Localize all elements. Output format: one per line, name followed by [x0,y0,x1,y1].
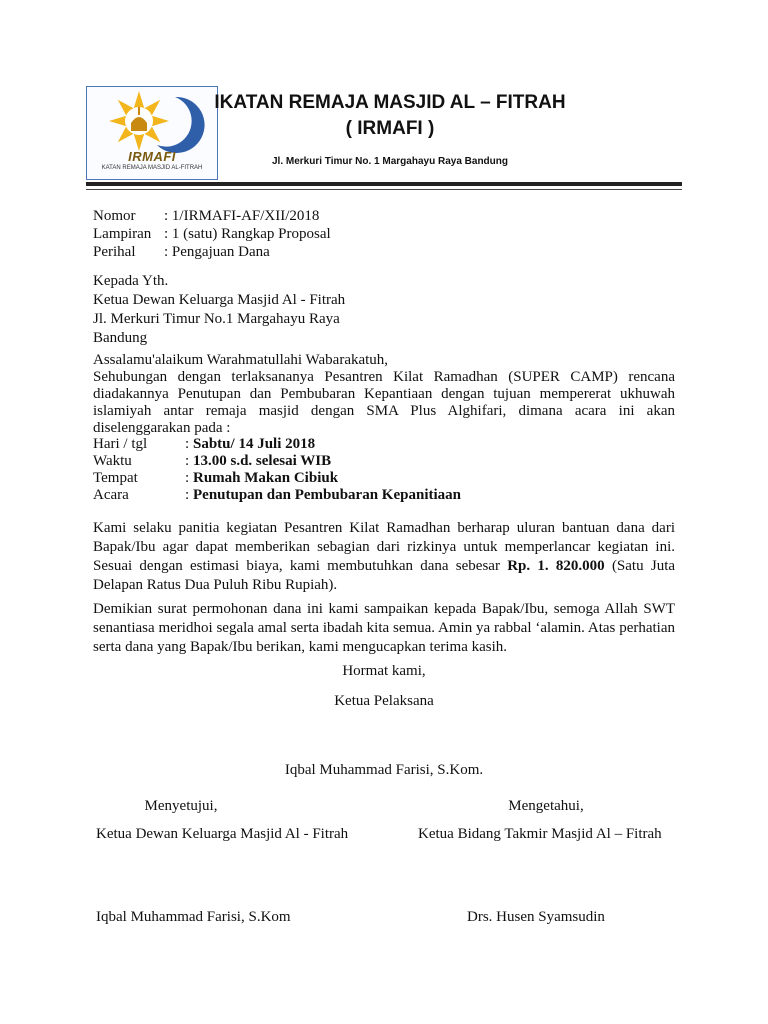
recipient-block [93,272,345,348]
right-signatory-title: Ketua Bidang Takmir Masjid Al – Fitrah [418,826,662,842]
regards-text: Hormat kami, [342,663,426,679]
meta-row-lampiran [93,225,331,243]
event-row-date: Hari / tgl : Sabtu/ 14 Juli 2018 [93,436,316,452]
logo-name: IRMAFI [128,149,176,164]
event-value: Sabtu/ 14 Juli 2018 [193,436,316,452]
event-row-place: Tempat : Rumah Makan Cibiuk [93,470,339,486]
event-label: Tempat [93,470,138,486]
event-value: Penutupan dan Pembubaran Kepanitiaan [193,487,461,503]
recipient-address: Jl. Merkuri Timur No.1 Margahayu Raya [93,311,340,327]
event-details [93,436,461,504]
organization-title: IKATAN REMAJA MASJID AL – FITRAH [214,92,566,113]
request-amount: Rp. 1. 820.000 [507,558,605,574]
request-amount-words: (Satu Juta Delapan Ratus Dua Puluh Ribu Rupiah). [93,558,676,593]
closing-paragraph: Demikian surat permohonan dana ini kami sampaikan kepada Bapak/Ibu, semoga Allah SWT senantiasa meridhoi segala amal serta ibadah kita semua. Amin ya rabbal ‘alamin. Atas perhatian serta dana yang Bapak/Ibu berikan, kami mengucapkan terima kasih. [93,601,675,655]
intro-text: Sehubungan dengan terlaksananya Pesantren Kilat Ramadhan (SUPER CAMP) rencana diadakannya Penutupan dan Pembubaran Kepantiaan dengan tujuan mempererat ukhuwah islamiyah antar remaja masjid dengan SMA Plus Alghifari, dimana acara ini akan diselenggarakan pada : [93,369,675,436]
meta-label: Lampiran [93,226,152,242]
meta-value: : 1 (satu) Rangkap Proposal [164,226,331,242]
recipient-greeting: Kepada Yth. [93,273,169,289]
meta-label: Nomor [93,208,136,224]
event-row-time: Waktu : 13.00 s.d. selesai WIB [93,453,332,469]
request-text: Kami selaku panitia kegiatan Pesantren Kilat Ramadhan berharap uluran bantuan dana dari Bapak/Ibu agar dapat memberikan sebagian dari rizkinya untuk memperlancar kegiatan ini. Sesuai dengan estimasi biaya, kami membutuhkan dana sebesar [93,520,675,574]
chair-title: Ketua Pelaksana [334,693,434,709]
meta-value: : 1/IRMAFI-AF/XII/2018 [164,208,320,224]
letterhead-divider-thin [86,189,682,190]
meta-label: Perihal [93,244,136,260]
organization-address: Jl. Merkuri Timur No. 1 Margahayu Raya Bandung [272,156,508,167]
recipient-name: Ketua Dewan Keluarga Masjid Al - Fitrah [93,292,346,308]
organization-abbreviation: ( IRMAFI ) [345,118,435,139]
right-signatory-name: Drs. Husen Syamsudin [467,909,605,925]
acknowledged-label: Mengetahui, [508,798,584,814]
logo-subtitle: KATAN REMAJA MASJID AL-FITRAH [101,165,203,171]
intro-paragraph [93,352,675,437]
request-paragraph [93,519,675,595]
meta-row-perihal [93,243,331,261]
chair-name: Iqbal Muhammad Farisi, S.Kom. [284,762,484,778]
event-label: Waktu [93,453,132,469]
approved-label: Menyetujui, [144,798,218,814]
meta-value: : Pengajuan Dana [164,244,270,260]
meta-row-nomor [93,207,331,225]
event-row-agenda: Acara : Penutupan dan Pembubaran Kepanitiaan [93,487,461,503]
recipient-city: Bandung [93,330,148,346]
event-label: Hari / tgl [93,436,148,452]
left-signatory-title: Ketua Dewan Keluarga Masjid Al - Fitrah [96,826,349,842]
salam-line: Assalamu'alaikum Warahmatullahi Wabarakatuh, [93,352,389,368]
event-value: Rumah Makan Cibiuk [193,470,339,486]
left-signatory-name: Iqbal Muhammad Farisi, S.Kom [96,909,291,925]
event-label: Acara [93,487,129,503]
letterhead-divider [86,182,682,186]
letter-meta [93,207,331,261]
event-value: 13.00 s.d. selesai WIB [193,453,332,469]
